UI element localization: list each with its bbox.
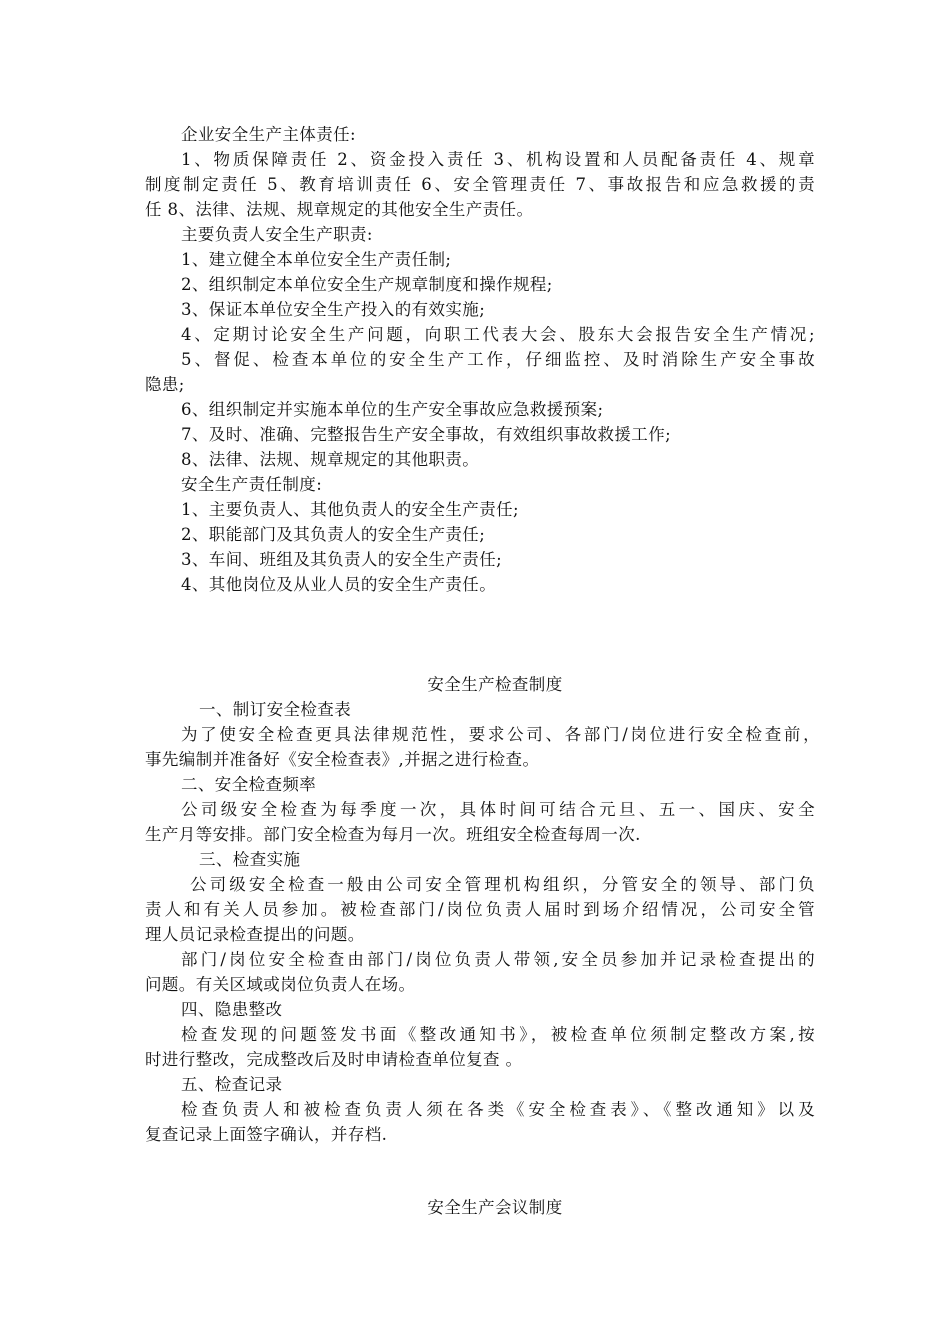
- list-item: 2、职能部门及其负责人的安全生产责任;: [181, 525, 486, 544]
- paragraph-line: 制度制定责任 5、教育培训责任 6、安全管理责任 7、事故报告和应急救援的责: [145, 175, 815, 194]
- paragraph-line: 为了使安全检查更具法律规范性，要求公司、各部门/岗位进行安全检查前，: [181, 725, 820, 744]
- list-item: 6、组织制定并实施本单位的生产安全事故应急救援预案;: [181, 400, 604, 419]
- subheading: 二、安全检查频率: [181, 775, 317, 794]
- paragraph-line: 责人和有关人员参加。被检查部门/岗位负责人届时到场介绍情况，公司安全管: [145, 900, 815, 919]
- list-item: 7、及时、准确、完整报告生产安全事故，有效组织事故救援工作;: [181, 425, 672, 444]
- paragraph-line: 公司级安全检查为每季度一次，具体时间可结合元旦、五一、国庆、安全: [181, 800, 815, 819]
- paragraph-line: 生产月等安排。部门安全检查为每月一次。班组安全检查每周一次.: [145, 825, 641, 844]
- list-item: 4、定期讨论安全生产问题，向职工代表大会、股东大会报告安全生产情况;: [181, 325, 815, 344]
- list-item: 8、法律、法规、规章规定的其他职责。: [181, 450, 480, 469]
- list-item-continuation: 隐患;: [145, 375, 185, 394]
- subheading: 三、检查实施: [199, 850, 301, 869]
- list-item: 4、其他岗位及从业人员的安全生产责任。: [181, 575, 497, 594]
- paragraph-line: 检查发现的问题签发书面《整改通知书》，被检查单位须制定整改方案,按: [181, 1025, 815, 1044]
- list-item: 5、督促、检查本单位的安全生产工作，仔细监控、及时消除生产安全事故: [181, 350, 815, 369]
- list-item: 1、主要负责人、其他负责人的安全生产责任;: [181, 500, 519, 519]
- paragraph-line: 事先编制并准备好《安全检查表》,并据之进行检查。: [145, 750, 540, 769]
- paragraph-line: 时进行整改，完成整改后及时申请检查单位复查 。: [145, 1050, 523, 1069]
- paragraph-line: 理人员记录检查提出的问题。: [145, 925, 365, 944]
- paragraph-line: 公司级安全检查一般由公司安全管理机构组织，分管安全的领导、部门负: [190, 875, 815, 894]
- paragraph-line: 任 8、法律、法规、规章规定的其他安全生产责任。: [145, 200, 534, 219]
- subheading: 四、隐患整改: [181, 1000, 283, 1019]
- subheading: 一、制订安全检查表: [199, 700, 352, 719]
- list-item: 3、保证本单位安全生产投入的有效实施;: [181, 300, 486, 319]
- subheading: 五、检查记录: [181, 1075, 283, 1094]
- paragraph-line: 复查记录上面签字确认，并存档.: [145, 1125, 388, 1144]
- heading-enterprise-responsibility: 企业安全生产主体责任:: [181, 125, 356, 144]
- paragraph-line: 1、物质保障责任 2、资金投入责任 3、机构设置和人员配备责任 4、规章: [181, 150, 815, 169]
- list-item: 2、组织制定本单位安全生产规章制度和操作规程;: [181, 275, 553, 294]
- section-title-safety-meeting: 安全生产会议制度: [427, 1198, 563, 1217]
- paragraph-line: 问题。有关区域或岗位负责人在场。: [145, 975, 416, 994]
- section-title-safety-inspection: 安全生产检查制度: [427, 675, 563, 694]
- paragraph-line: 部门/岗位安全检查由部门/岗位负责人带领,安全员参加并记录检查提出的: [181, 950, 815, 969]
- heading-responsibility-system: 安全生产责任制度:: [181, 475, 323, 494]
- list-item: 1、建立健全本单位安全生产责任制;: [181, 250, 452, 269]
- list-item: 3、车间、班组及其负责人的安全生产责任;: [181, 550, 503, 569]
- heading-principal-duties: 主要负责人安全生产职责:: [181, 225, 373, 244]
- paragraph-line: 检查负责人和被检查负责人须在各类《安全检查表》、《整改通知》以及: [181, 1100, 815, 1119]
